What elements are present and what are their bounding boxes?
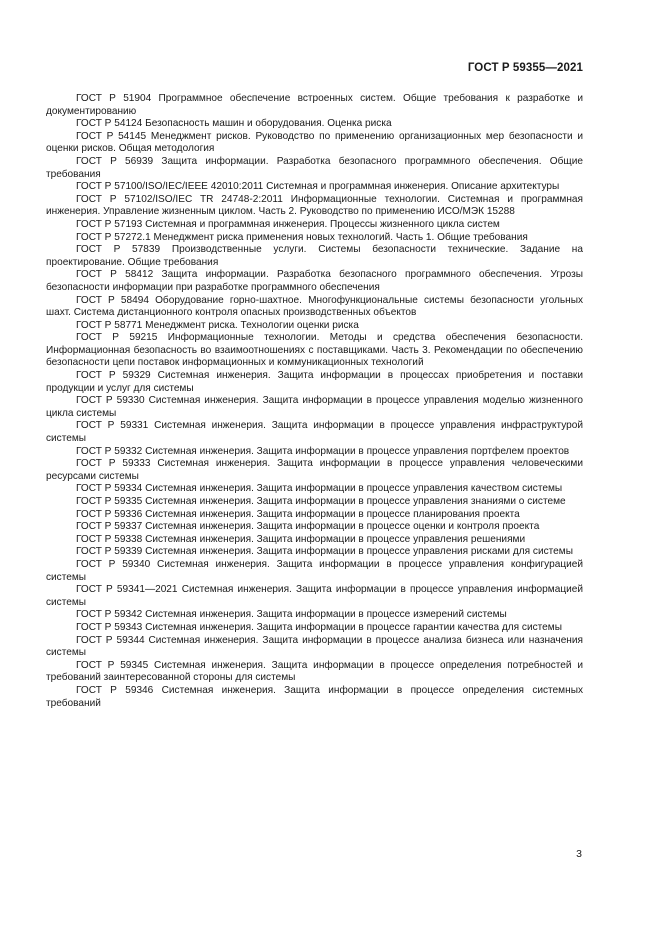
reference-entry: ГОСТ Р 56939 Защита информации. Разработка безопасного программного обеспечения. Общие требования <box>46 155 583 180</box>
reference-entry: ГОСТ Р 57272.1 Менеджмент риска применения новых технологий. Часть 1. Общие требования <box>76 231 528 243</box>
reference-entry: ГОСТ Р 59337 Системная инженерия. Защита информации в процессе оценки и контроля проекта <box>76 521 540 533</box>
reference-entry: ГОСТ Р 58412 Защита информации. Разработка безопасного программного обеспечения. Угрозы безопасности информации при разработке программного обеспечения <box>46 269 583 293</box>
reference-entry: ГОСТ Р 59343 Системная инженерия. Защита информации в процессе гарантии качества для системы <box>76 621 562 633</box>
reference-entry: ГОСТ Р 57839 Производственные услуги. Системы безопасности технические. Задание на проектирование. Общие требования <box>46 244 583 268</box>
reference-entry: ГОСТ Р 54145 Менеджмент рисков. Руководство по применению организационных мер безопасности и оценки рисков. Общая методология <box>46 130 583 155</box>
reference-entry: ГОСТ Р 59332 Системная инженерия. Защита информации в процессе управления портфелем проектов <box>76 445 570 457</box>
reference-entry: ГОСТ Р 59333 Системная инженерия. Защита информации в процессе управления человеческими ресурсами системы <box>46 458 583 482</box>
reference-entry: ГОСТ Р 59338 Системная инженерия. Защита информации в процессе управления решениями <box>76 533 526 545</box>
reference-entry: ГОСТ Р 59340 Системная инженерия. Защита информации в процессе управления конфигурацией системы <box>46 558 583 583</box>
document-id-header: ГОСТ Р 59355—2021 <box>467 62 583 74</box>
reference-entry: ГОСТ Р 57100/ISO/IEC/IEEE 42010:2011 Системная и программная инженерия. Описание архитектуры <box>76 181 560 193</box>
reference-entry: ГОСТ Р 57193 Системная и программная инженерия. Процессы жизненного цикла систем <box>76 218 500 230</box>
reference-entry: ГОСТ Р 59336 Системная инженерия. Защита информации в процессе планирования проекта <box>76 508 520 520</box>
reference-entry: ГОСТ Р 57102/ISO/IEC TR 24748-2:2011 Информационные технологии. Системная и программная инженерия. Управление жизненным циклом. Часть 2. Руководство по применению ИСО/МЭК 15288 <box>46 193 583 218</box>
reference-entry: ГОСТ Р 58771 Менеджмент риска. Технологии оценки риска <box>76 319 359 331</box>
reference-entry: ГОСТ Р 59335 Системная инженерия. Защита информации в процессе управления знаниями о системе <box>76 496 566 507</box>
reference-entry: ГОСТ Р 58494 Оборудование горно-шахтное. Многофункциональные системы безопасности угольных шахт. Система дистанционного контроля опасных производственных объектов <box>46 294 583 319</box>
reference-entry: ГОСТ Р 59334 Системная инженерия. Защита информации в процессе управления качеством системы <box>76 483 563 495</box>
reference-entry: ГОСТ Р 59330 Системная инженерия. Защита информации в процессе управления моделью жизненного цикла системы <box>46 395 583 419</box>
reference-entry: ГОСТ Р 59329 Системная инженерия. Защита информации в процессах приобретения и поставки продукции и услуг для системы <box>46 370 583 394</box>
reference-entry: ГОСТ Р 59215 Информационные технологии. Методы и средства обеспечения безопасности. Информационная безопасность во взаимоотношениях с поставщиками. Часть 3. Рекомендации по обеспечению безопасности цепи поставок информационных и коммуникационных технологий <box>46 332 583 369</box>
reference-entry: ГОСТ Р 59346 Системная инженерия. Защита информации в процессе определения системных требований <box>46 684 583 709</box>
normative-references-list <box>46 93 583 710</box>
reference-entry: ГОСТ Р 59345 Системная инженерия. Защита информации в процессе определения потребностей и требований заинтересованной стороны для системы <box>46 659 583 684</box>
reference-entry: ГОСТ Р 54124 Безопасность машин и оборудования. Оценка риска <box>76 118 392 130</box>
reference-entry: ГОСТ Р 59331 Системная инженерия. Защита информации в процессе управления инфраструктурой системы <box>46 420 583 445</box>
reference-entry: ГОСТ Р 59339 Системная инженерия. Защита информации в процессе управления рисками для системы <box>76 546 573 558</box>
reference-entry: ГОСТ Р 59344 Системная инженерия. Защита информации в процессе анализа бизнеса или назначения системы <box>46 634 583 659</box>
page-number: 3 <box>576 848 582 860</box>
reference-entry: ГОСТ Р 51904 Программное обеспечение встроенных систем. Общие требования к разработке и документированию <box>46 93 583 117</box>
reference-entry: ГОСТ Р 59341—2021 Системная инженерия. Защита информации в процессе управления информацией системы <box>46 584 583 608</box>
reference-entry: ГОСТ Р 59342 Системная инженерия. Защита информации в процессе измерений системы <box>76 609 507 621</box>
